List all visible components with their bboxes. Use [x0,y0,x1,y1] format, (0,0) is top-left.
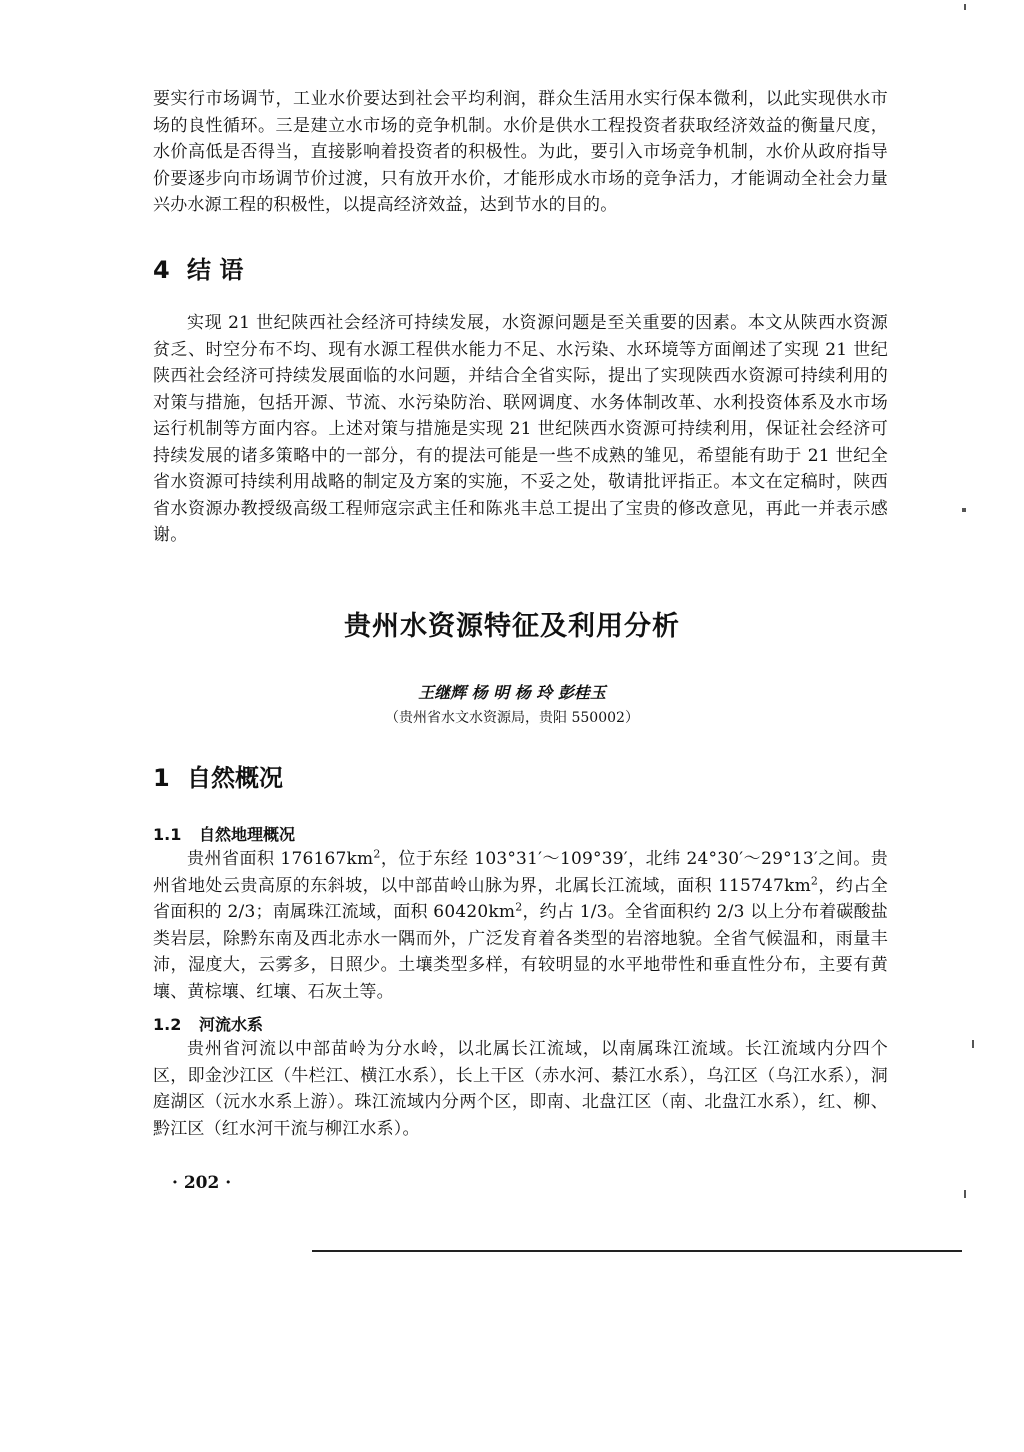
article-authors: 王继辉 杨 明 杨 玲 彭桂玉 [418,683,606,702]
scan-speck [972,1040,974,1048]
section-heading-natural-overview [153,758,283,793]
scan-speck [964,4,966,10]
scan-speck [962,508,966,512]
subsection-title: 河流水系 [199,1015,264,1034]
paragraph-rivers: 贵州省河流以中部苗岭为分水岭，以北属长江流域，以南属珠江流域。长江流域内分四个区，即金沙江区（牛栏江、横江水系），长上干区（赤水河、綦江水系），乌江区（乌江水系），洞庭湖区（沅水水系上游）。珠江流域内分两个区，即南、北盘江区（南、北盘江水系），红、柳、黔江区（红水河干流与柳江水系）。 [153,1039,888,1139]
section-number: 1 [153,764,170,792]
article-affiliation: （贵州省水文水资源局，贵阳 550002） [385,710,639,726]
subsection-heading-rivers [153,1012,263,1035]
subsection-number: 1.2 [153,1015,182,1034]
subsection-number: 1.1 [153,825,182,844]
subsection-heading-geography [153,822,295,845]
section-heading-conclusion [153,250,243,285]
page-number: · 202 · [172,1173,232,1193]
scan-speck [964,1190,966,1198]
paragraph-geography: 贵州省面积 $176167km^2$，位于东经 103°31′～109°39′，北纬 24°30′～29°13′之间。贵州省地处云贵高原的东斜坡，以中部苗岭山脉为界，北属长江流域，面积 $115747km^2$，约占全省面积的 2/3；南属珠江流域，面积 $60420km^2$，约占 1/3。全省面积约 2/3 以上分布着碳酸盐类岩层，除黔东南及西北赤水一隅而外，广泛发育着各类型的岩溶地貌。全省气候温和，雨量丰沛，湿度大，云雾多，日照少。土壤类型多样，有较明显的水平地带性和垂直性分布，主要有黄壤、黄棕壤、红壤、石灰土等。 [153,847,888,1002]
subsection-title: 自然地理概况 [199,825,296,844]
article-title: 贵州水资源特征及利用分析 [344,611,680,642]
paragraph-water-market: 要实行市场调节，工业水价要达到社会平均利润，群众生活用水实行保本微利，以此实现供水市场的良性循环。三是建立水市场的竞争机制。水价是供水工程投资者获取经济效益的衡量尺度，水价高低是否得当，直接影响着投资者的积极性。为此，要引入市场竞争机制，水价从政府指导价要逐步向市场调节价过渡，只有放开水价，才能形成水市场的竞争活力，才能调动全社会力量兴办水源工程的积极性，以提高经济效益，达到节水的目的。 [153,89,888,215]
section-title: 结 语 [187,256,244,284]
footer-rule [312,1250,962,1252]
paragraph-conclusion: 实现 21 世纪陕西社会经济可持续发展，水资源问题是至关重要的因素。本文从陕西水资源贫乏、时空分布不均、现有水源工程供水能力不足、水污染、水环境等方面阐述了实现 21 世纪陕西社会经济可持续发展面临的水问题，并结合全省实际，提出了实现陕西水资源可持续利用的对策与措施，包括开源、节流、水污染防治、联网调度、水务体制改革、水利投资体系及水市场运行机制等方面内容。上述对策与措施是实现 21 世纪陕西水资源可持续利用，保证社会经济可持续发展的诸多策略中的一部分，有的提法可能是一些不成熟的雏见，希望能有助于 21 世纪全省水资源可持续利用战略的制定及方案的实施，不妥之处，敬请批评指正。本文在定稿时，陕西省水资源办教授级高级工程师寇宗武主任和陈兆丰总工提出了宝贵的修改意见，再此一并表示感谢。 [153,313,888,545]
section-number: 4 [153,256,170,284]
section-title: 自然概况 [187,764,283,792]
